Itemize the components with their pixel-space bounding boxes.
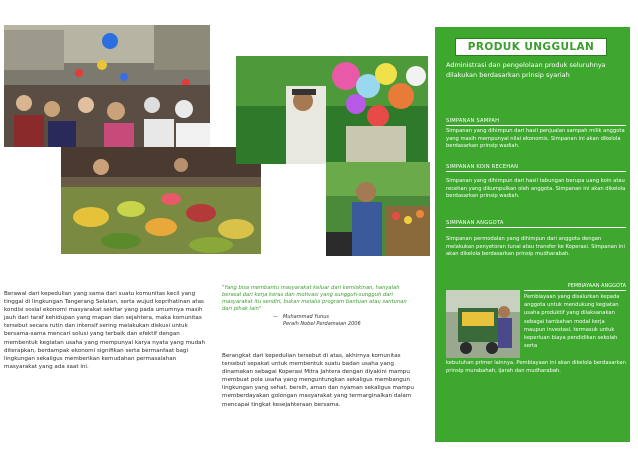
photo-crowd	[4, 25, 210, 147]
section-text-simpanan-koin: Simpanan yang dihimpun dari hasil tabungan berupa uang koin atau recehan yang dikumpulkan oleh anggota. Simpanan ini akan dikelola berdasarkan prinsip wadiah.	[446, 178, 626, 200]
quote-author: Muhammad Yunus	[283, 314, 329, 320]
section-text-simpanan-sampah: Simpanan yang dihimpun dari hasil penjualan sampah milik anggota yang masih mempunyai nilai ekonomis. Simpanan ini akan dikelola berdasarkan prinsip wadiah.	[446, 128, 625, 150]
panel-title-box	[455, 38, 607, 56]
section-heading-simpanan-koin: SIMPANAN KOIN RECEHAN	[446, 164, 626, 172]
panel-intro: Administrasi dan pengelolaan produk seluruhnya dilakukan berdasarkan prinsip syariah	[446, 61, 606, 79]
middle-body-text: Berangkat dari kepedulian tersebut di atas, akhirnya komunitas tersebut sepakat untuk membentuk suatu badan usaha yang dinamakan sebagai Koperasi Mitra Jahtera dengan diyakini mampu membuat pola usaha yang menguntungkan sekaligus membangun lingkungan yang sehat, bersih, aman dan nyaman sekaligus mampu memberdayakan golongan masyarakat yang termarginalkan dalam mencapai tingkat kesejahteraan bersama.	[222, 353, 414, 408]
section-heading-simpanan-sampah: SIMPANAN SAMPAH	[446, 118, 626, 126]
section-text-pembiayaan-side: Pembiayaan yang disalurkan kepada anggota untuk mendukung kegiatan usaha produktif yang dilaksanakan sebagai tambahan modal kerja maupun investasi, termasuk untuk keperluan biaya pendidikan sekolah serta	[524, 294, 620, 350]
quote-dash: —	[273, 314, 278, 320]
quote-role: Peraih Nobel Perdamaian 2006	[283, 320, 361, 327]
quote-text: "Yang bisa membantu masyarakat keluar dari kemiskinan, hanyalah berasal dari kerja keras dan motivasi yang sungguh-sungguh dari masyarakat itu sendiri, bukan melalui program bantuan atau santunan dari pihak lain"	[222, 285, 407, 312]
section-text-simpanan-anggota: Simpanan permodalan yang dihimpun dari anggota dengan melakukan penyetoran tunai atau transfer ke Koperasi. Simpanan ini akan dikelola berdasarkan prinsip mudharabah.	[446, 236, 625, 258]
section-text-pembiayaan-below: kebutuhan primer lainnya. Pembiayaan ini akan dikelola berdasarkan prinsip murabahah, ijarah dan mudharabah.	[446, 360, 626, 375]
photo-market	[61, 147, 261, 254]
quote-attribution	[273, 314, 361, 327]
photo-stall	[326, 162, 430, 256]
section-heading-pembiayaan-anggota: PEMBIAYAAN ANGGOTA	[524, 283, 626, 291]
photo-cart-vendor	[446, 290, 520, 358]
section-heading-simpanan-anggota: SIMPANAN ANGGOTA	[446, 220, 626, 228]
product-panel	[435, 27, 630, 442]
photo-balloon-vendor	[236, 56, 428, 164]
left-body-text: Berawal dari kepedulian yang sama dari suatu komunitas kecil yang tinggal di lingkungan Tangerang Selatan, serta wujud keprihatinan atas kondisi sosial ekonomi masyarakat sekitar yang pada umumnya masih jauh dari taraf kehidupan yang mapan dan sejahtera, maka komunitas tersebut secara rutin dan intensif sering melakukan diskusi untuk bersama-sama mencari solusi yang terbaik dan efektif dengan membentuk kegiatan usaha yang mempunyai karya nyata yang mudah diterapkan, berdampak ekonomi signifikan serta bermanfaat bagi lingkungan sekaligus memberikan kemudahan permasalahan masyarakat yang ada saat ini.	[4, 291, 206, 370]
panel-title: PRODUK UNGGULAN	[467, 41, 595, 53]
